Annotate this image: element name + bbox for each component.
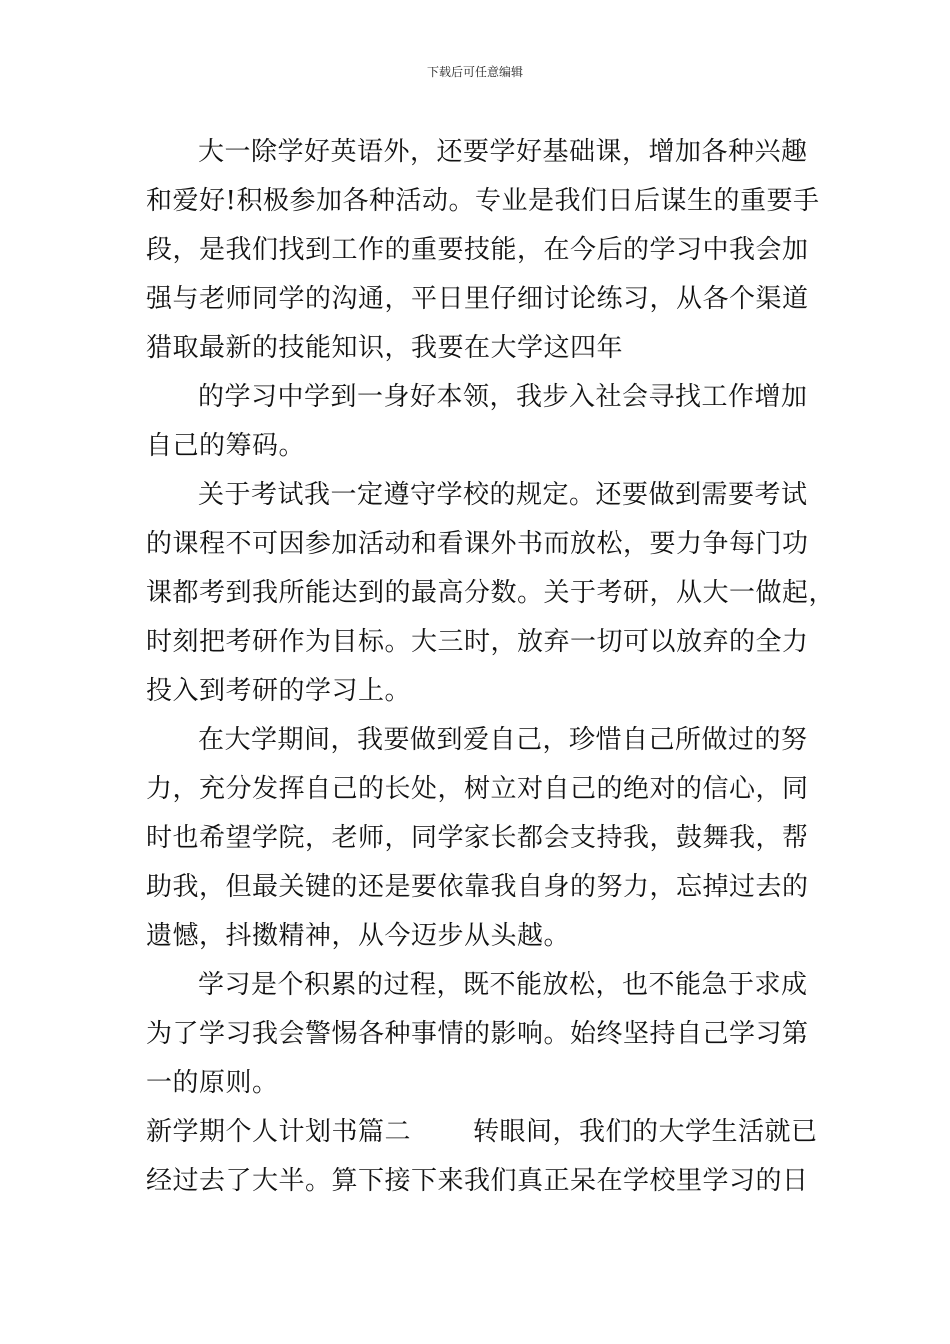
section-title: 新学期个人计划书篇二 — [146, 1117, 412, 1147]
paragraph-line: 的学习中学到一身好本领，我步入社会寻找工作增加 — [198, 382, 808, 412]
document-body — [146, 128, 836, 1206]
paragraph-line: 投入到考研的学习上。 — [146, 676, 412, 706]
paragraph-line: 时刻把考研作为目标。大三时，放弃一切可以放弃的全力 — [146, 627, 809, 657]
paragraph-line: 和爱好!积极参加各种活动。专业是我们日后谋生的重要手 — [146, 186, 820, 216]
paragraph-line: 为了学习我会警惕各种事情的影响。始终坚持自己学习第 — [146, 1019, 809, 1049]
paragraph-line: 大一除学好英语外，还要学好基础课，增加各种兴趣 — [198, 137, 808, 167]
paragraph-line: 力，充分发挥自己的长处，树立对自己的绝对的信心，同 — [146, 774, 809, 804]
paragraph-line: 自己的筹码。 — [146, 431, 306, 461]
section-first-text: 转眼间，我们的大学生活就已 — [473, 1117, 818, 1147]
paragraph-line: 助我，但最关键的还是要依靠我自身的努力，忘掉过去的 — [146, 872, 809, 902]
paragraph-line: 关于考试我一定遵守学校的规定。还要做到需要考试 — [198, 480, 808, 510]
paragraph-line: 强与老师同学的沟通，平日里仔细讨论练习，从各个渠道 — [146, 284, 809, 314]
paragraph-line: 在大学期间，我要做到爱自己，珍惜自己所做过的努 — [198, 725, 808, 755]
page-header: 下载后可任意编辑 — [426, 65, 523, 79]
paragraph-line: 一的原则。 — [146, 1068, 279, 1098]
paragraph-line: 的课程不可因参加活动和看课外书而放松，要力争每门功 — [146, 529, 809, 559]
paragraph-line: 段，是我们找到工作的重要技能，在今后的学习中我会加 — [146, 235, 809, 265]
paragraph-line: 课都考到我所能达到的最高分数。关于考研，从大一做起， — [146, 578, 836, 608]
paragraph-line: 学习是个积累的过程，既不能放松，也不能急于求成 — [198, 970, 808, 1000]
section-heading-line — [146, 1108, 818, 1157]
paragraph-line: 时也希望学院，老师，同学家长都会支持我，鼓舞我，帮 — [146, 823, 809, 853]
paragraph-line: 猎取最新的技能知识，我要在大学这四年 — [146, 333, 624, 363]
paragraph-line: 经过去了大半。算下接下来我们真正呆在学校里学习的日 — [146, 1166, 809, 1196]
paragraph-line: 遗憾，抖擞精神，从今迈步从头越。 — [146, 921, 571, 951]
